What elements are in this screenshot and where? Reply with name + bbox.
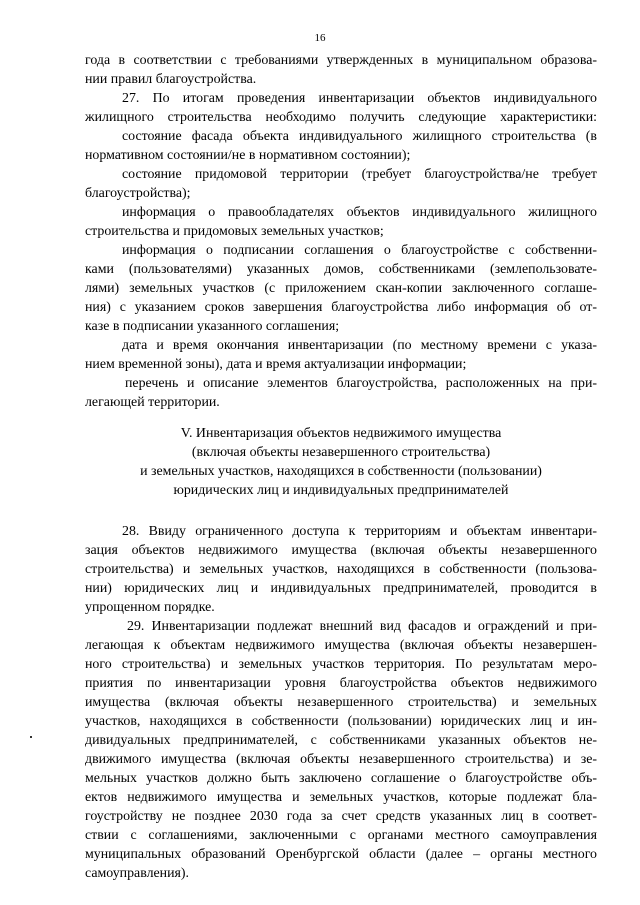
text-line: и земельных участков, находящихся в собственности (пользовании)	[140, 464, 542, 479]
list-item-rights-holders	[85, 203, 597, 241]
text-line: V. Инвентаризация объектов недвижимого имущества	[180, 426, 502, 441]
text-line: (включая объекты незавершенного строительства)	[191, 445, 491, 460]
text-line: перечень и описание элементов благоустройства, расположенных на при-	[125, 376, 597, 391]
text-line: состояние придомовой территории (требует благоустройства/не требует	[122, 167, 597, 182]
text-line: гоустройству не позднее 2030 года за счет средств указанных лиц в соответ-	[85, 809, 597, 824]
text-line: легающей территории.	[85, 395, 220, 410]
text-line: нии) юридических лиц и индивидуальных предпринимателей, проводится в	[85, 581, 597, 596]
text-line: юридических лиц и индивидуальных предпринимателей	[173, 483, 509, 498]
list-item-facade-state	[85, 127, 597, 165]
text-line: года в соответствии с требованиями утвержденных в муниципальном образова-	[85, 53, 597, 68]
text-line: информация о правообладателях объектов индивидуального жилищного	[122, 205, 597, 220]
paragraph-27	[85, 89, 597, 127]
text-line: казе в подписании указанного соглашения;	[85, 319, 340, 334]
paragraph-28	[85, 522, 597, 617]
list-item-elements-list	[85, 374, 597, 412]
text-line: строительства и придомовых земельных участков;	[85, 224, 384, 239]
text-line: ками (пользователями) указанных домов, собственниками (землепользовате-	[85, 262, 597, 277]
paragraph-29	[85, 617, 597, 883]
text-line: ного строительства) и земельных участков территория. По результатам меро-	[85, 657, 597, 672]
document-body	[85, 51, 597, 883]
text-line: информация о подписании соглашения о благоустройстве с собственни-	[122, 243, 597, 258]
text-line: строительства) и земельных участков, находящихся в собственности (пользова-	[85, 562, 597, 577]
text-line: 27. По итогам проведения инвентаризации объектов индивидуального	[122, 91, 597, 106]
text-line: нием временной зоны), дата и время актуализации информации;	[85, 357, 467, 372]
section-v-heading	[85, 424, 597, 500]
text-line: ствии с соглашениями, заключенными с органами местного самоуправления	[85, 828, 597, 843]
text-line: жилищного строительства необходимо получить следующие характеристики:	[85, 110, 597, 125]
page-number: 16	[314, 32, 326, 44]
text-line: дата и время окончания инвентаризации (по местному времени с указа-	[122, 338, 597, 353]
text-line: 29. Инвентаризации подлежат внешний вид фасадов и ограждений и при-	[127, 619, 597, 634]
text-line: ния) с указанием сроков завершения благоустройства либо информация об от-	[85, 300, 597, 315]
text-line: движимого имущества (включая объекты незавершенного строительства) и зе-	[85, 752, 597, 767]
text-line: ектов недвижимого имущества и земельных участков, которые подлежат бла-	[85, 790, 597, 805]
list-item-adjacent-territory	[85, 165, 597, 203]
text-line: нормативном состоянии/не в нормативном состоянии);	[85, 148, 411, 163]
text-line: состояние фасада объекта индивидуального жилищного строительства (в	[122, 129, 597, 144]
text-line: самоуправления).	[85, 866, 190, 881]
text-line: 28. Ввиду ограниченного доступа к территориям и объектам инвентари-	[122, 524, 597, 539]
text-line: участков, находящихся в собственности (пользовании) юридических лиц и ин-	[85, 714, 597, 729]
text-line: упрощенном порядке.	[85, 600, 215, 615]
text-line: легающая к объектам недвижимого имущества (включая объекты незавершен-	[85, 638, 597, 653]
text-line: благоустройства);	[85, 186, 191, 201]
text-line: дивидуальных предпринимателей, с собственниками указанных объектов не-	[85, 733, 597, 748]
text-line: нии правил благоустройства.	[85, 72, 257, 87]
text-line: лями) земельных участков (с приложением скан-копии заключенного соглаше-	[85, 281, 597, 296]
paragraph-26-continuation	[85, 51, 597, 89]
text-line: имущества (включая объекты незавершенного строительства) и земельных	[85, 695, 597, 710]
text-line: приятия по инвентаризации уровня благоустройства объектов недвижимого	[85, 676, 597, 691]
text-line: мельных участков должно быть заключено соглашение о благоустройстве объ-	[85, 771, 597, 786]
list-item-agreement-info	[85, 241, 597, 336]
text-line: зация объектов недвижимого имущества (включая объекты незавершенного	[85, 543, 597, 558]
margin-mark	[30, 736, 32, 738]
list-item-inventory-dates	[85, 336, 597, 374]
text-line: муниципальных образований Оренбургской области (далее – органы местного	[85, 847, 597, 862]
